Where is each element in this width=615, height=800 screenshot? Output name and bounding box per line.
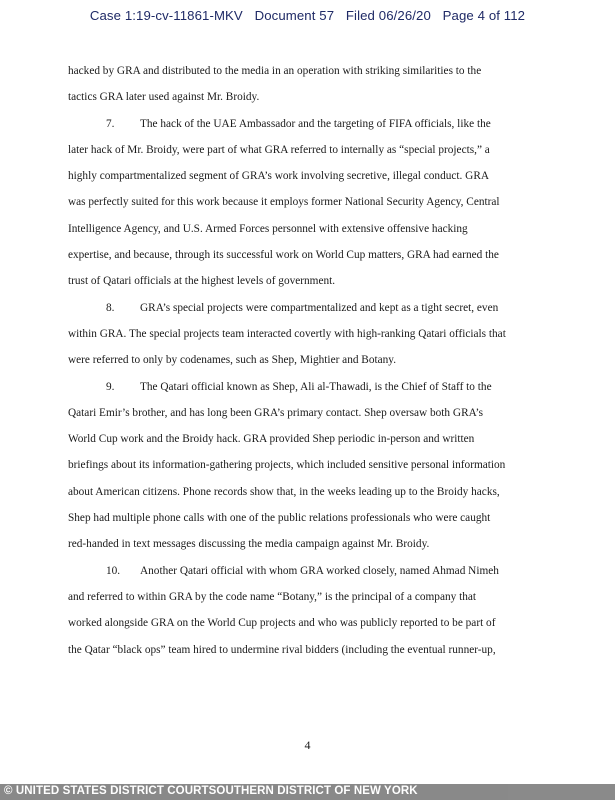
photo-credit-bar: [0, 784, 615, 800]
filing-header: [0, 8, 615, 23]
paragraph-line: about American citizens. Phone records show that, in the weeks leading up to the Broidy hacks,: [68, 485, 500, 498]
paragraph-line: was perfectly suited for this work because it employs former National Security Agency, Central: [68, 196, 500, 209]
paragraph-first-line: [68, 295, 548, 321]
paragraph-number: 9.: [106, 380, 115, 393]
paragraph-text: Another Qatari official with whom GRA worked closely, named Ahmad Nimeh: [140, 564, 499, 577]
paragraph-line: within GRA. The special projects team interacted covertly with high-ranking Qatari officials that: [68, 327, 506, 340]
paragraph-line: Qatari Emir’s brother, and has long been GRA’s primary contact. Shep oversaw both GRA’s: [68, 406, 484, 419]
paragraph-number: 7.: [106, 117, 115, 130]
photo-credit: © UNITED STATES DISTRICT COURTSOUTHERN DISTRICT OF NEW YORK: [4, 785, 418, 797]
paragraph-line: and referred to within GRA by the code name “Botany,” is the principal of a company that: [68, 590, 477, 603]
case-number: Case 1:19-cv-11861-MKV: [89, 8, 243, 23]
paragraph-number: 10.: [106, 564, 121, 577]
paragraph-text: The hack of the UAE Ambassador and the targeting of FIFA officials, like the: [140, 117, 491, 130]
paragraph-first-line: [68, 111, 548, 137]
paragraph-line: later hack of Mr. Broidy, were part of what GRA referred to internally as “special projects,” a: [68, 143, 490, 156]
paragraph-line: red-handed in text messages discussing the media campaign against Mr. Broidy.: [68, 538, 430, 551]
paragraph-first-line: [68, 374, 548, 400]
document-number: Document 57: [254, 8, 335, 23]
paragraph-first-line: [68, 558, 548, 584]
paragraph-number: 8.: [106, 301, 115, 314]
paragraph-line: trust of Qatari officials at the highest levels of government.: [68, 275, 336, 288]
paragraph-line: expertise, and because, through its successful work on World Cup matters, GRA had earned the: [68, 249, 499, 262]
page-number: 4: [304, 738, 311, 752]
paragraph-line: Intelligence Agency, and U.S. Armed Forces personnel with extensive offensive hacking: [68, 222, 468, 235]
filed-date: Filed 06/26/20: [345, 8, 431, 23]
paragraph-line: highly compartmentalized segment of GRA’s work involving secretive, illegal conduct. GRA: [68, 170, 490, 183]
continuation-line: tactics GRA later used against Mr. Broidy.: [68, 91, 260, 104]
paragraph-line: were referred to only by codenames, such as Shep, Mightier and Botany.: [68, 354, 397, 367]
paragraph-line: Shep had multiple phone calls with one of the public relations professionals who were caught: [68, 512, 491, 525]
paragraph-text: GRA’s special projects were compartmentalized and kept as a tight secret, even: [140, 301, 499, 314]
document-body: [68, 58, 548, 663]
paragraph-line: the Qatar “black ops” team hired to undermine rival bidders (including the eventual runner-up,: [68, 643, 496, 656]
paragraph-text: The Qatari official known as Shep, Ali al-Thawadi, is the Chief of Staff to the: [140, 380, 492, 393]
paragraph-line: World Cup work and the Broidy hack. GRA provided Shep periodic in-person and written: [68, 433, 475, 446]
continuation-line: hacked by GRA and distributed to the media in an operation with striking similarities to the: [68, 65, 482, 77]
paragraph-line: worked alongside GRA on the World Cup projects and who was publicly reported to be part of: [68, 617, 496, 630]
page-count: Page 4 of 112: [442, 8, 526, 23]
paragraph-line: briefings about its information-gathering projects, which included sensitive personal information: [68, 459, 506, 472]
